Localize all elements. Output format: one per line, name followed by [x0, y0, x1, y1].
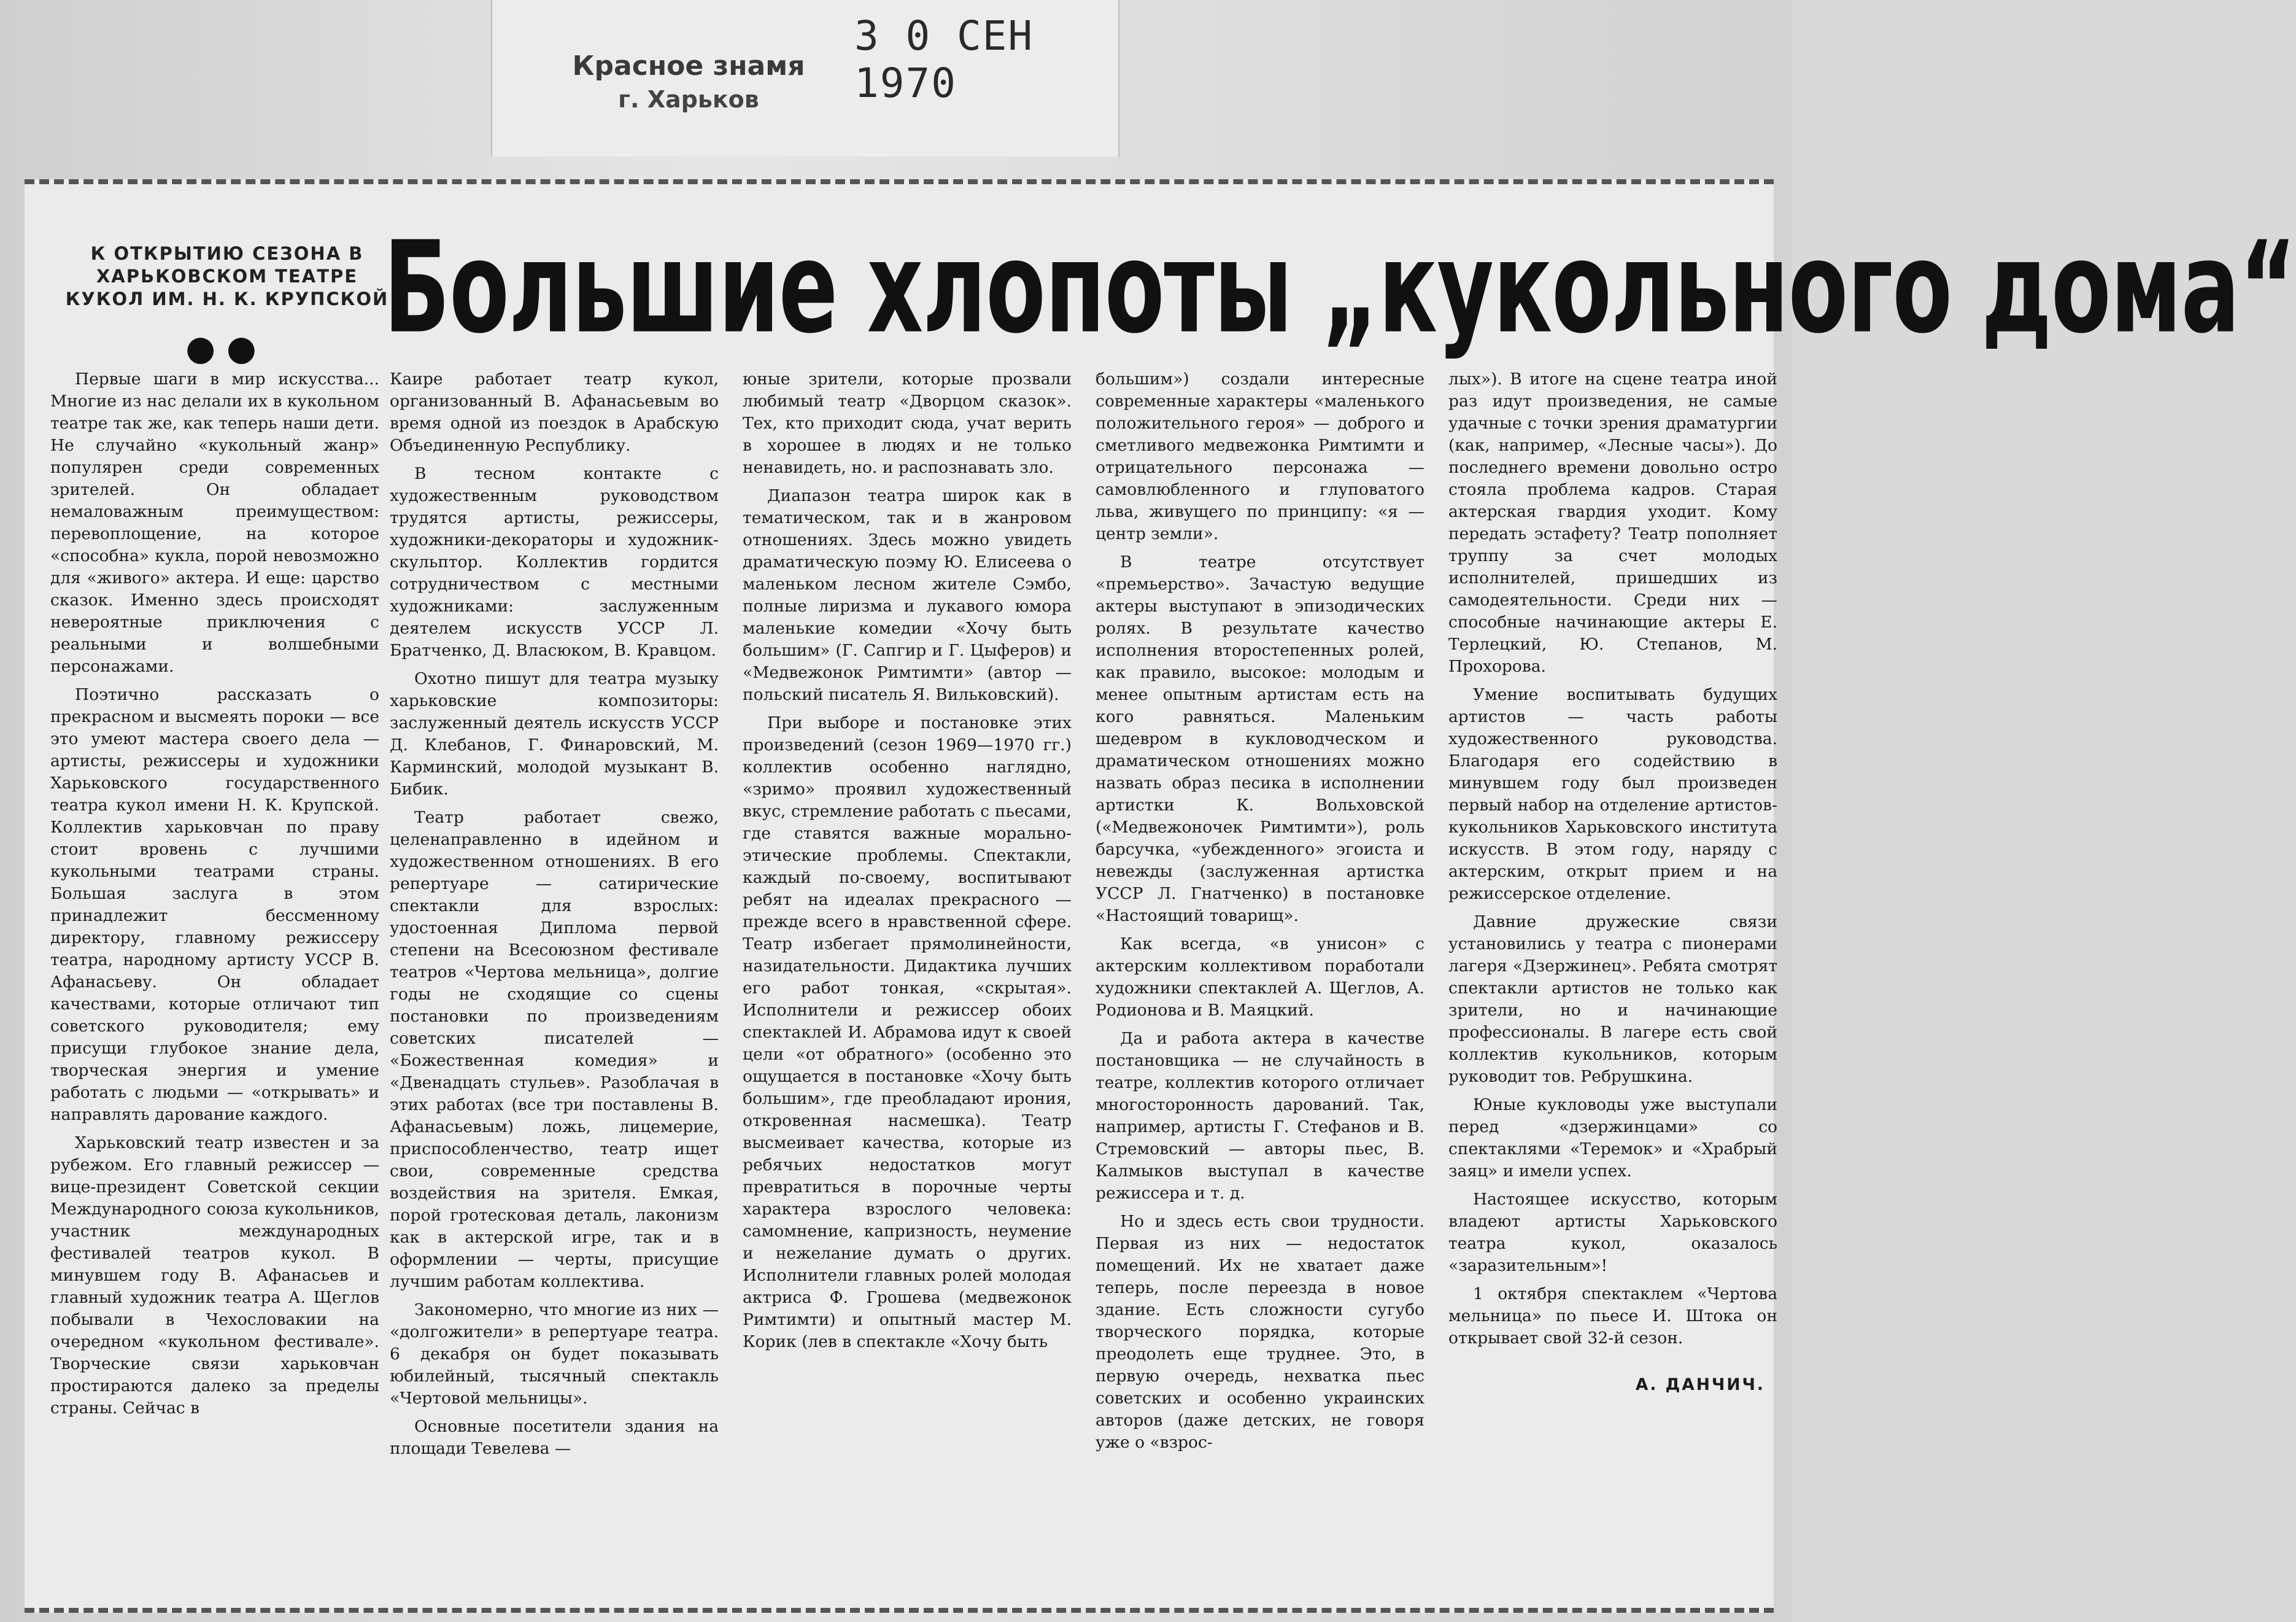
article-clipping: [25, 179, 2296, 1613]
paragraph: юные зрители, которые прозвали любимый театр «Дворцом сказок». Тех, кто приходит сюда, учат верить в хорошее в людях и не только ненавидеть, но. и распознавать зло.: [743, 370, 1072, 477]
paragraph: Охотно пишут для театра музыку харьковские композиторы: заслуженный деятель искусств УССР Д. Клебанов, Г. Финаровский, М. Карминский, молодой музыкант В. Бибик.: [390, 669, 719, 799]
article-column-4: [1096, 368, 1424, 1608]
article-column-5: [1448, 368, 1777, 1608]
paragraph: Первые шаги в мир искусства... Многие из нас делали их в кукольном театре так же, как теперь наши дети. Не случайно «кукольный жанр» популярен среди современных зрителей. Он обладает немаловажным преимуществом: перевоплощение, на которое «способна» кукла, порой невозможно для «живого» актера. И еще: царство сказок. Именно здесь происходят невероятные приключения с реальными и волшебными персонажами.: [50, 370, 379, 676]
article-column-3: [743, 368, 1072, 1608]
paragraph: При выборе и постановке этих произведений (сезон 1969—1970 гг.) коллектив особенно наглядно, «зримо» проявил художественный вкус, стремление работать с пьесами, где ставятся важные морально-этические проблемы. Спектакли, каждый по-своему, воспитывают ребят на идеалах прекрасного — прежде всего в нравственной сфере. Театр избегает прямолинейности, назидательности. Дидактика лучших его работ тонкая, «скрытая». Исполнители и режиссер обоих спектаклей И. Абрамова идут к своей цели «от обратного» (особенно это ощущается в постановке «Хочу быть большим», где преобладают ирония, откровенная насмешка). Театр высмеивает качества, которые из ребячьих недостатков могут превратиться в порочные черты характера взрослого человека: самомнение, капризность, неумение и нежелание думать о других. Исполнители главных ролей молодая актриса Ф. Грошева (медвежонок Римтимти) и опытный мастер М. Корик (лев в спектакле «Хочу быть: [743, 713, 1072, 1351]
newspaper-label-slip: [491, 0, 1119, 157]
date-stamp: 3 0 СЕН 1970: [854, 12, 1034, 107]
paragraph: Каире работает театр кукол, организованный В. Афанасьевым во время одной из поездок в Арабскую Объединенную Республику.: [390, 370, 719, 455]
article-column-2: [390, 368, 719, 1608]
paragraph: Основные посетители здания на площади Тевелева —: [390, 1417, 719, 1458]
paragraph: Харьковский театр известен и за рубежом. Его главный режиссер — вице-президент Советской секции Международного союза кукольников, участник международных фестивалей театров кукол. В минувшем году В. Афанасьев и главный художник театра А. Щеглов побывали в Чехословакии на очередном «кукольном фестивале». Творческие связи харьковчан простираются далеко за пределы страны. Сейчас в: [50, 1133, 379, 1418]
paragraph: Настоящее искусство, которым владеют артисты Харьковского театра кукол, оказалось «заразительным»!: [1448, 1190, 1777, 1275]
newspaper-name: Красное знамя: [572, 50, 805, 82]
paragraph: Поэтично рассказать о прекрасном и высмеять пороки — все это умеют мастера своего дела — артисты, режиссеры и художники Харьковского государственного театра кукол имени Н. К. Крупской. Коллектив харьковчан по праву стоит вровень с лучшими кукольными театрами страны. Большая заслуга в этом принадлежит бессменному директору, главному режиссеру театра, народному артисту УССР В. Афанасьеву. Он обладает качествами, которые отличают тип советского руководителя; ему присущи глубокое знание дела, творческая энергия и умение работать с людьми — «открывать» и направлять дарование каждого.: [50, 685, 379, 1124]
article-column-1: [50, 368, 379, 1608]
paragraph: Да и работа актера в качестве постановщика — не случайность в театре, коллектив которого отличает многосторонность дарований. Так, например, артисты Г. Стефанов и В. Стремовский — авторы пьес, В. Калмыков выступал в качестве режиссера и т. д.: [1096, 1029, 1424, 1203]
author-signature: А. ДАНЧИЧ.: [1635, 1375, 1765, 1394]
paragraph: Давние дружеские связи установились у театра с пионерами лагеря «Дзержинец». Ребята смотрят спектакли артистов не только как зрители, но и начинающие профессионалы. В лагере есть свой коллектив кукольников, которым руководит тов. Ребрушкина.: [1448, 912, 1777, 1086]
article-kicker: К ОТКРЫТИЮ СЕЗОНА В ХАРЬКОВСКОМ ТЕАТРЕ КУКОЛ ИМ. Н. К. КРУПСКОЙ: [65, 243, 389, 309]
paragraph: В театре отсутствует «премьерство». Зачастую ведущие актеры выступают в эпизодических ролях. В результате качество исполнения второстепенных ролей, как правило, высокое: молодым и менее опытным артистам есть на кого равняться. Маленьким шедевром в кукловодческом и драматическом отношениях можно назвать образ песика в исполнении артистки К. Вольховской («Медвежоночек Римтимти»), роль барсучка, «убежденного» эгоиста и невежды (заслуженная артистка УССР Л. Гнатченко) в постановке «Настоящий товарищ».: [1096, 553, 1424, 925]
paragraph: большим») создали интересные современные характеры «маленького положительного героя» — доброго и сметливого медвежонка Римтимти и отрицательного персонажа — самовлюбленного и глуповатого льва, живущего по принципу: «я — центр земли».: [1096, 370, 1424, 543]
paragraph: В тесном контакте с художественным руководством трудятся артисты, режиссеры, художники-декораторы и художник-скульптор. Коллектив гордится сотрудничеством с местными художниками: заслуженным деятелем искусств УССР Л. Братченко, Д. Власюком, В. Кравцом.: [390, 464, 719, 660]
paragraph: 1 октября спектаклем «Чертова мельница» по пьесе И. Штока он открывает свой 32-й сезон.: [1448, 1284, 1777, 1348]
paragraph: Умение воспитывать будущих артистов — часть работы художественного руководства. Благодаря его содействию в минувшем году был произведен первый набор на отделение артистов-кукольников Харьковского института искусств. В этом году, наряду с актерским, открыт прием и на режиссерское отделение.: [1448, 685, 1777, 903]
newspaper-city: г. Харьков: [618, 86, 759, 113]
article-headline: Большие хлопоты „кукольного дома“: [384, 214, 2296, 362]
paragraph: Закономерно, что многие из них — «долгожители» в репертуаре театра. 6 декабря он будет показывать юбилейный, тысячный спектакль «Чертовой мельницы».: [390, 1300, 719, 1408]
bullet-dots: ● ●: [185, 328, 257, 368]
paragraph: Театр работает свежо, целенаправленно в идейном и художественном отношениях. В его репертуаре — сатирические спектакли для взрослых: удостоенная Диплома первой степени на Всесоюзном фестивале театров «Чертова мельница», долгие годы не сходящие со сцены постановки по произведениям советских писателей — «Божественная комедия» и «Двенадцать стульев». Разоблачая в этих работах (все три поставлены В. Афанасьевым) ложь, лицемерие, приспособленчество, театр ищет свои, современные средства воздействия на зрителя. Емкая, порой гротесковая деталь, лаконизм как в актерской игре, так и в оформлении — черты, присущие лучшим работам коллектива.: [390, 808, 719, 1291]
paragraph: Как всегда, «в унисон» с актерским коллективом поработали художники спектаклей А. Щеглов, А. Родионова и В. Маяцкий.: [1096, 934, 1424, 1020]
paragraph: Но и здесь есть свои трудности. Первая из них — недостаток помещений. Их не хватает даже теперь, после переезда в новое здание. Есть сложности сугубо творческого порядка, которые преодолеть еще труднее. Это, в первую очередь, нехватка пьес советских и особенно украинских авторов (даже детских, не говоря уже о «взрос-: [1096, 1212, 1424, 1452]
paragraph: лых»). В итоге на сцене театра иной раз идут произведения, не самые удачные с точки зрения драматургии (как, например, «Лесные часы»). До последнего времени довольно остро стояла проблема кадров. Старая актерская гвардия уходит. Кому передать эстафету? Театр пополняет труппу за счет молодых исполнителей, пришедших из самодеятельности. Среди них — способные начинающие актеры Е. Терлецкий, Ю. Степанов, М. Прохорова.: [1448, 370, 1777, 676]
paragraph: Диапазон театра широк как в тематическом, так и в жанровом отношениях. Здесь можно увидеть драматическую поэму Ю. Елисеева о маленьком лесном жителе Сэмбо, полные лиризма и лукавого юмора маленькие комедии «Хочу быть большим» (Г. Сапгир и Г. Цыферов) и «Медвежонок Римтимти» (автор — польский писатель Я. Вильковский).: [743, 486, 1072, 704]
paragraph: Юные кукловоды уже выступали перед «дзержинцами» со спектаклями «Теремок» и «Храбрый заяц» и имели успех.: [1448, 1095, 1777, 1181]
